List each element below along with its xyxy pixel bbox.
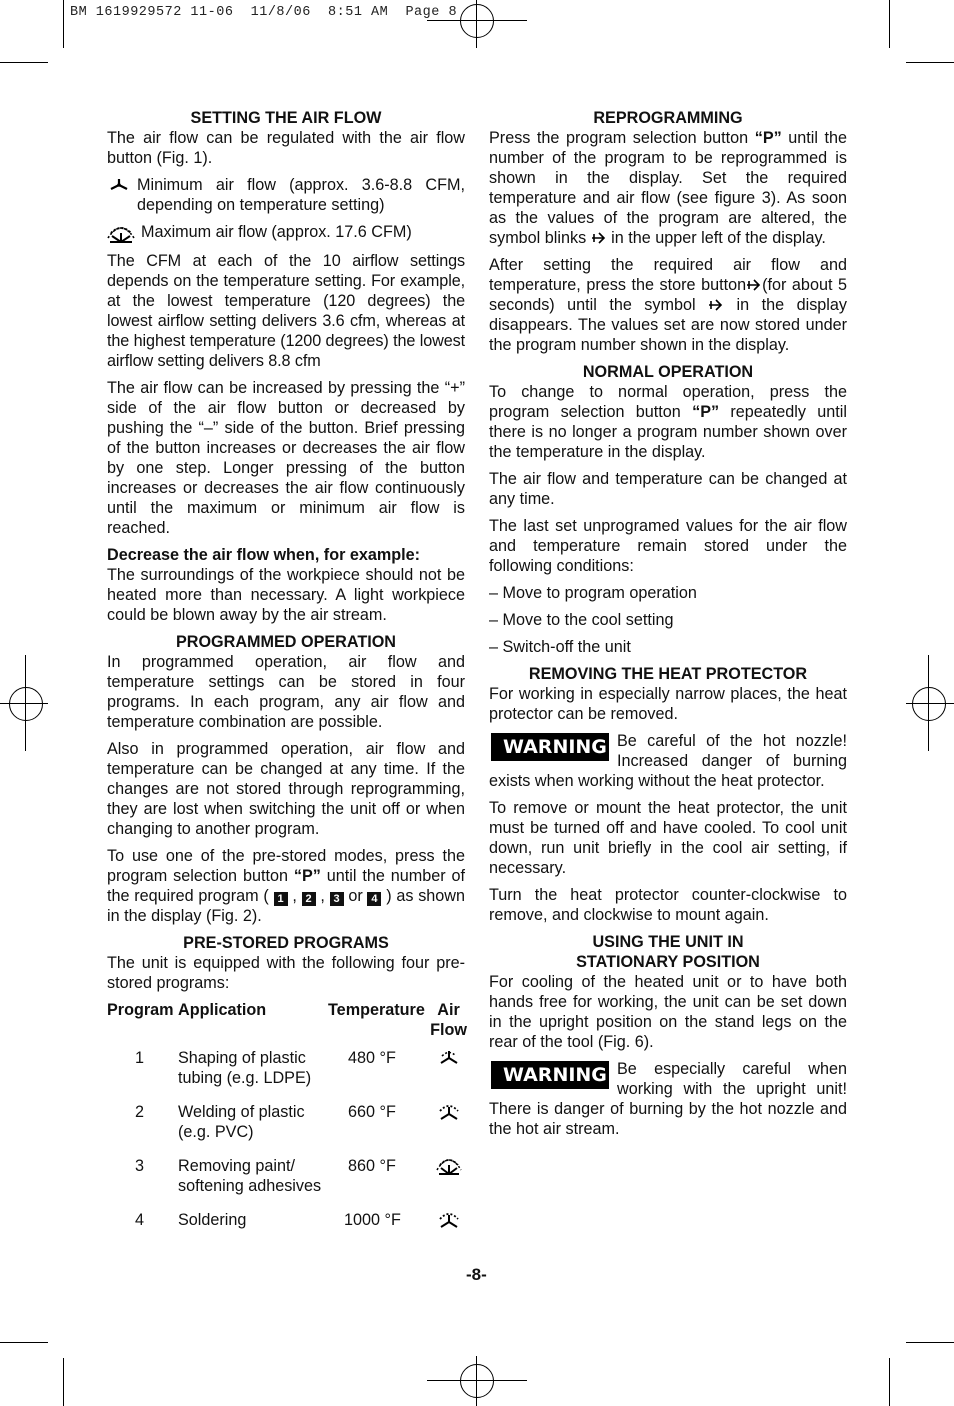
- flow-cell: [430, 1102, 467, 1156]
- reprog-text-b: until the number of the program to be reprogrammed is shown in the display. Set the required temperature and air flow (see figure 3). As soon as the values of the program are altered, the symbol blinks: [489, 129, 847, 247]
- list-item: – Move to the cool setting: [489, 611, 674, 629]
- normal-paragraph-2: The air flow and temperature can be changed at any time.: [489, 470, 847, 508]
- list-item: – Switch-off the unit: [489, 638, 631, 656]
- flow-cell: [430, 1048, 467, 1102]
- crop-mark: [889, 1358, 890, 1406]
- temperature-cell: 1000 °F: [344, 1211, 401, 1229]
- registration-circle: [460, 1364, 494, 1398]
- print-slug: BM 1619929572 11-06 11/8/06 8:51 AM Page 8: [70, 5, 458, 20]
- reprog-text-a: Press the program selection button: [489, 129, 755, 147]
- max-flow-item: [107, 222, 465, 244]
- col-header-temperature: Temperature: [328, 1001, 425, 1019]
- temperature-cell: 660 °F: [348, 1103, 396, 1121]
- program-4-badge: 4: [367, 892, 381, 906]
- store-symbol-icon: [708, 298, 724, 312]
- store-button-icon: [746, 278, 762, 292]
- registration-circle: [912, 687, 946, 721]
- prestored-use-paragraph: [107, 846, 465, 926]
- warning-paragraph-2: [489, 1059, 847, 1139]
- airflow-level-2-icon: [437, 1210, 461, 1230]
- program-number: 2: [135, 1103, 145, 1121]
- cfm-paragraph: The CFM at each of the 10 airflow settings depends on the temperature setting. For example, at the lowest temperature (120 degrees) the lowest airflow setting delivers 3.6 cfm, whereas at the highest temperature (1200 degrees) the lowest airflow setting delivers 8.8 cfm: [107, 252, 465, 370]
- warning-paragraph-1: [489, 731, 847, 791]
- crop-mark: [906, 62, 954, 63]
- separator: ,: [320, 887, 325, 905]
- application-cell: Soldering: [178, 1211, 247, 1229]
- store-symbol-icon: [591, 231, 607, 245]
- temperature-cell: 860 °F: [348, 1157, 396, 1175]
- prestored-programs-table: [107, 1000, 467, 1249]
- list-item: – Move to program operation: [489, 584, 697, 602]
- crop-mark: [0, 62, 48, 63]
- program-2-badge: 2: [302, 892, 316, 906]
- min-flow-text: Minimum air flow (approx. 3.6-8.8 CFM, depending on temperature setting): [137, 176, 465, 214]
- stationary-paragraph: For cooling of the heated unit or to have both hands free for working, the unit can be set down in the upright position on the stand legs on the rear of the tool (Fig. 6).: [489, 973, 847, 1051]
- crop-mark: [0, 1342, 48, 1343]
- max-flow-text: Maximum air flow (approx. 17.6 CFM): [141, 223, 412, 241]
- reprog-text-e: (for about 5 seconds) until the symbol: [489, 276, 848, 314]
- flow-cell: [430, 1156, 467, 1210]
- heat-protector-heading: REMOVING THE HEAT PROTECTOR: [528, 665, 808, 683]
- flow-cell: [430, 1210, 467, 1249]
- table-row: [107, 1102, 467, 1156]
- left-column: [107, 108, 465, 1249]
- decrease-paragraph: The surroundings of the workpiece should not be heated more than necessary. A light workpiece could be blown away by the air stream.: [107, 566, 465, 624]
- table-row: [107, 1210, 467, 1249]
- program-number: 4: [135, 1211, 145, 1229]
- col-header-air-flow: Air Flow: [430, 1001, 467, 1039]
- heat-paragraph-1: For working in especially narrow places, the heat protector can be removed.: [489, 685, 847, 723]
- normal-paragraph-3: The last set unprogramed values for the air flow and temperature remain stored under the following conditions:: [489, 517, 847, 575]
- program-number: 3: [135, 1157, 145, 1175]
- prestored-paragraph: The unit is equipped with the following four pre-stored programs:: [107, 954, 465, 992]
- warning-badge: [491, 1061, 609, 1089]
- p-button-label: “P”: [692, 403, 720, 421]
- table-header-row: [107, 1000, 467, 1040]
- prestored-use-text-b: until the number of the required program (: [107, 867, 465, 905]
- warning-text: Be careful of the hot nozzle! Increased danger of burning exists when working without the heat protector.: [489, 732, 847, 790]
- normal-text-b: repeatedly until there is no longer a program number shown over the temperature in the display.: [489, 403, 847, 461]
- program-3-badge: 3: [330, 892, 344, 906]
- application-cell: Removing paint/ softening adhesives: [178, 1157, 322, 1195]
- airflow-level-1-icon: [438, 1048, 460, 1066]
- heat-paragraph-3: Turn the heat protector counter-clockwise to remove, and clockwise to mount again.: [489, 886, 847, 924]
- col-header-application: Application: [178, 1001, 267, 1019]
- program-number: 1: [135, 1049, 145, 1067]
- crop-mark: [63, 1358, 64, 1406]
- program-1-badge: 1: [274, 892, 288, 906]
- increase-paragraph: The air flow can be increased by pressing the “+” side of the air flow button or decreased by pushing the “–” side of the button. Brief pressing of the button increases or decreases the air flow by one step. Longer pressing of the button increases or decreases the air flow continuously until the maximum or minimum air flow is reached.: [107, 379, 465, 537]
- right-column: [489, 108, 847, 1146]
- prestored-use-text-c: ) as shown in the display (Fig. 2).: [107, 887, 465, 925]
- table-row: [107, 1048, 467, 1102]
- page-number: -8-: [466, 1265, 487, 1284]
- stationary-heading-2: STATIONARY POSITION: [576, 953, 760, 971]
- airflow-min-icon: [107, 177, 131, 191]
- reprog-text-f: in the display disappears. The values set are now stored under the program number shown in the display.: [489, 296, 847, 354]
- air-flow-intro: The air flow can be regulated with the air flow button (Fig. 1).: [107, 129, 465, 167]
- reprogramming-paragraph-1: [489, 128, 847, 248]
- normal-operation-heading: NORMAL OPERATION: [582, 363, 754, 381]
- p-button-label: “P”: [293, 867, 321, 885]
- warning-label: WARNING: [503, 736, 607, 758]
- separator: or: [348, 887, 363, 905]
- registration-circle: [460, 4, 494, 38]
- crop-mark: [889, 0, 890, 48]
- crop-mark: [63, 0, 64, 48]
- warning-text: Be especially careful when working with the upright unit! There is danger of burning by the hot nozzle and the hot air stream.: [489, 1060, 847, 1138]
- separator: ,: [292, 887, 297, 905]
- application-cell: Welding of plastic (e.g. PVC): [178, 1103, 305, 1141]
- normal-paragraph-1: [489, 382, 847, 462]
- stationary-heading-1: USING THE UNIT IN: [592, 933, 744, 951]
- air-flow-heading: SETTING THE AIR FLOW: [190, 109, 382, 127]
- table-row: [107, 1156, 467, 1210]
- airflow-max-icon: [107, 224, 135, 244]
- crop-mark: [906, 1342, 954, 1343]
- reprog-text-c: in the upper left of the display.: [611, 229, 826, 247]
- programmed-heading: PROGRAMMED OPERATION: [175, 633, 397, 651]
- min-flow-item: [107, 175, 465, 215]
- warning-label: WARNING: [503, 1064, 607, 1086]
- reprogramming-paragraph-2: [489, 255, 847, 355]
- application-cell: Shaping of plastic tubing (e.g. LDPE): [178, 1049, 312, 1087]
- reprog-text-d: After setting the required air flow and temperature, press the store button: [489, 256, 847, 294]
- prestored-heading: PRE-STORED PROGRAMS: [183, 934, 389, 952]
- p-button-label: “P”: [754, 129, 782, 147]
- prestored-use-text-a: To use one of the pre-stored modes, press the program selection button: [107, 847, 465, 885]
- temperature-cell: 480 °F: [348, 1049, 396, 1067]
- reprogramming-heading: REPROGRAMMING: [593, 109, 743, 127]
- programmed-paragraph-2: Also in programmed operation, air flow and temperature can be changed at any time. If the changes are not stored through reprogramming, they are lost when switching the unit off or when changing to another program.: [107, 740, 465, 838]
- programmed-paragraph-1: In programmed operation, air flow and temperature settings can be stored in four programs. In each program, any air flow and temperature combination are possible.: [107, 653, 465, 731]
- col-header-program: Program: [107, 1001, 174, 1019]
- normal-text-a: To change to normal operation, press the program selection button: [489, 383, 847, 421]
- airflow-level-2-icon: [437, 1102, 461, 1122]
- airflow-level-3-icon: [436, 1156, 462, 1176]
- registration-circle: [9, 687, 43, 721]
- heat-paragraph-2: To remove or mount the heat protector, the unit must be turned off and have cooled. To cool unit down, run unit briefly in the cool air setting, if necessary.: [489, 799, 847, 877]
- decrease-heading: Decrease the air flow when, for example:: [107, 546, 421, 564]
- warning-badge: [491, 733, 609, 761]
